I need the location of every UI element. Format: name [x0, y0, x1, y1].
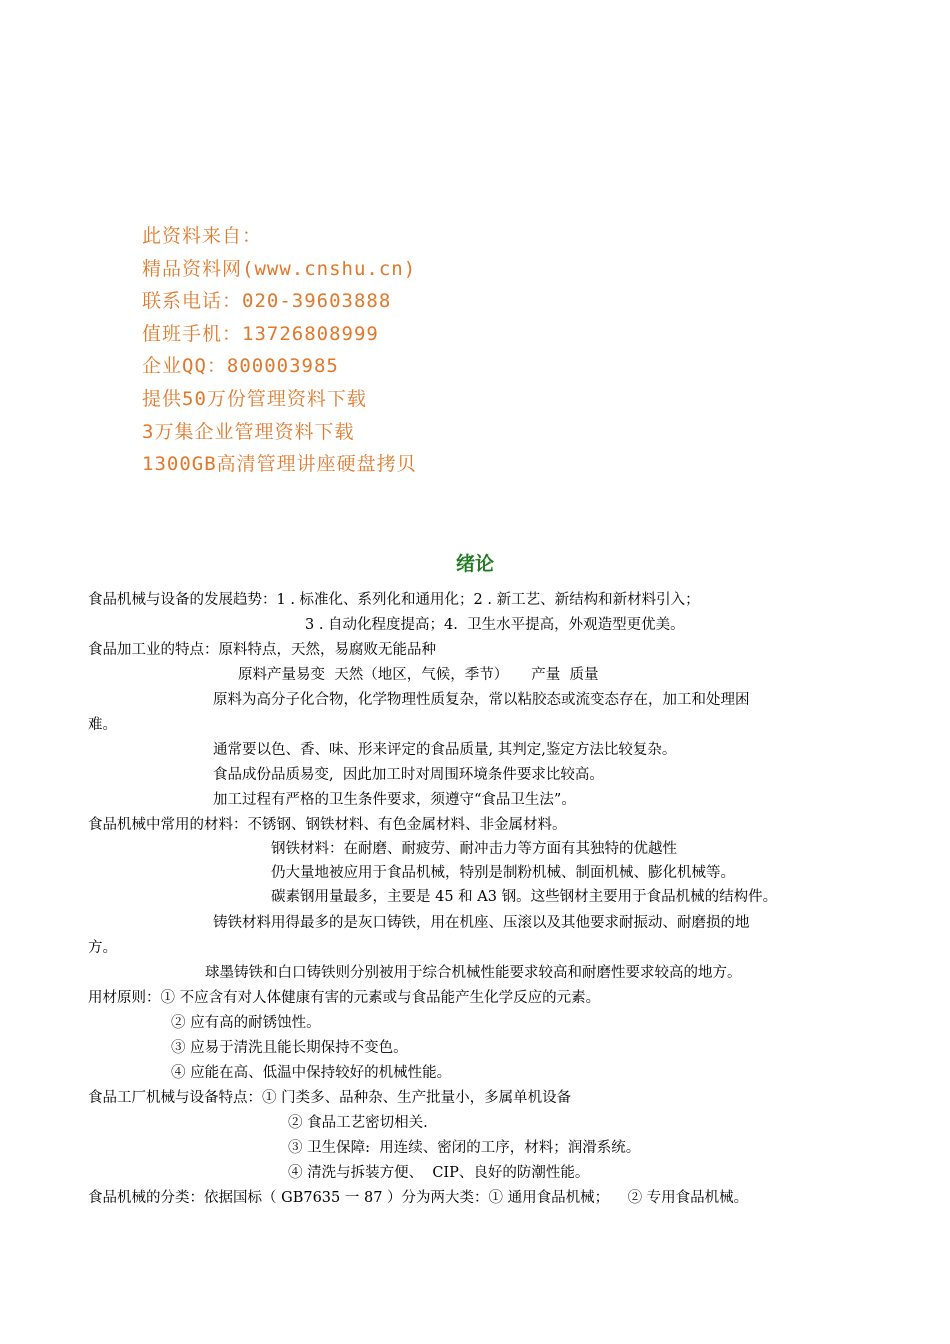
- promo-line-downloads: 提供50万份管理资料下载: [142, 387, 367, 410]
- promo-line-source: 此资料来自：: [142, 225, 263, 247]
- body-line: ④ 应能在高、低温中保持较好的机械性能。: [171, 1065, 452, 1081]
- body-line: 原料为高分子化合物，化学物理性质复杂，常以粘胶态或流变态存在，加工和处理困: [213, 692, 750, 708]
- body-line: 仍大量地被应用于食品机械，特别是制粉机械、制面机械、膨化机械等。: [271, 865, 735, 881]
- body-line: 食品成份品质易变, 因此加工时对周围环境条件要求比较高。: [213, 767, 604, 783]
- promo-line-mobile: 值班手机：13726808999: [142, 322, 379, 345]
- body-line: ② 应有高的耐锈蚀性。: [171, 1015, 321, 1031]
- body-line: ③ 卫生保障: 用连续、密闭的工序，材料；润滑系统。: [288, 1140, 641, 1156]
- body-line: 碳素钢用量最多，主要是 45 和 A3 钢。这些钢材主要用于食品机械的结构件。: [271, 889, 778, 905]
- body-line: 用材原则：① 不应含有对人体健康有害的元素或与食品能产生化学反应的元素。: [88, 990, 601, 1006]
- body-line: 球墨铸铁和白口铸铁则分别被用于综合机械性能要求较高和耐磨性要求较高的地方。: [205, 965, 742, 981]
- body-line: 原料产量易变 天然（地区，气候，季节） 产量 质量: [238, 667, 599, 683]
- body-line: ③ 应易于清洗且能长期保持不变色。: [171, 1040, 408, 1056]
- document-title: 绪论: [455, 553, 494, 575]
- body-line: ④ 清洗与拆装方便、 CIP、良好的防潮性能。: [288, 1165, 590, 1181]
- promo-line-phone: 联系电话：020-39603888: [142, 290, 392, 313]
- body-line: 方。: [88, 940, 117, 956]
- body-line: ② 食品工艺密切相关.: [288, 1115, 428, 1131]
- body-line: 通常要以色、香、味、形来评定的食品质量, 其判定,鉴定方法比较复杂。: [213, 742, 677, 758]
- body-line: 加工过程有严格的卫生条件要求，须遵守“食品卫生法”。: [213, 792, 576, 808]
- source-info-block: [142, 220, 417, 481]
- body-line: 食品机械的分类：依据国标（ GB7635 一 87 ）分为两大类：① 通用食品机械； ② 专用食品机械。: [88, 1190, 749, 1206]
- body-line: 难。: [88, 717, 117, 733]
- body-line: 食品机械与设备的发展趋势：1 . 标准化、系列化和通用化；2 . 新工艺、新结构和新材料引入；: [88, 592, 700, 608]
- body-line: 钢铁材料：在耐磨、耐疲劳、耐冲击力等方面有其独特的优越性: [271, 841, 677, 857]
- promo-line-website: 精品资料网(www.cnshu.cn): [142, 257, 417, 280]
- promo-line-collections: 3万集企业管理资料下载: [142, 420, 355, 443]
- promo-line-lectures: 1300GB高清管理讲座硬盘拷贝: [142, 453, 417, 476]
- body-line: 3 . 自动化程度提高；4. 卫生水平提高，外观造型更优美。: [305, 617, 685, 633]
- promo-line-qq: 企业QQ：800003985: [142, 355, 339, 378]
- body-line: 食品加工业的特点：原料特点，天然，易腐败无能品种: [88, 642, 436, 658]
- body-line: 食品机械中常用的材料：不锈钢、钢铁材料、有色金属材料、非金属材料。: [88, 817, 567, 833]
- body-line: 铸铁材料用得最多的是灰口铸铁，用在机座、压滚以及其他要求耐振动、耐磨损的地: [213, 915, 750, 931]
- body-line: 食品工厂机械与设备特点：① 门类多、品种杂、生产批量小，多属单机设备: [88, 1090, 572, 1106]
